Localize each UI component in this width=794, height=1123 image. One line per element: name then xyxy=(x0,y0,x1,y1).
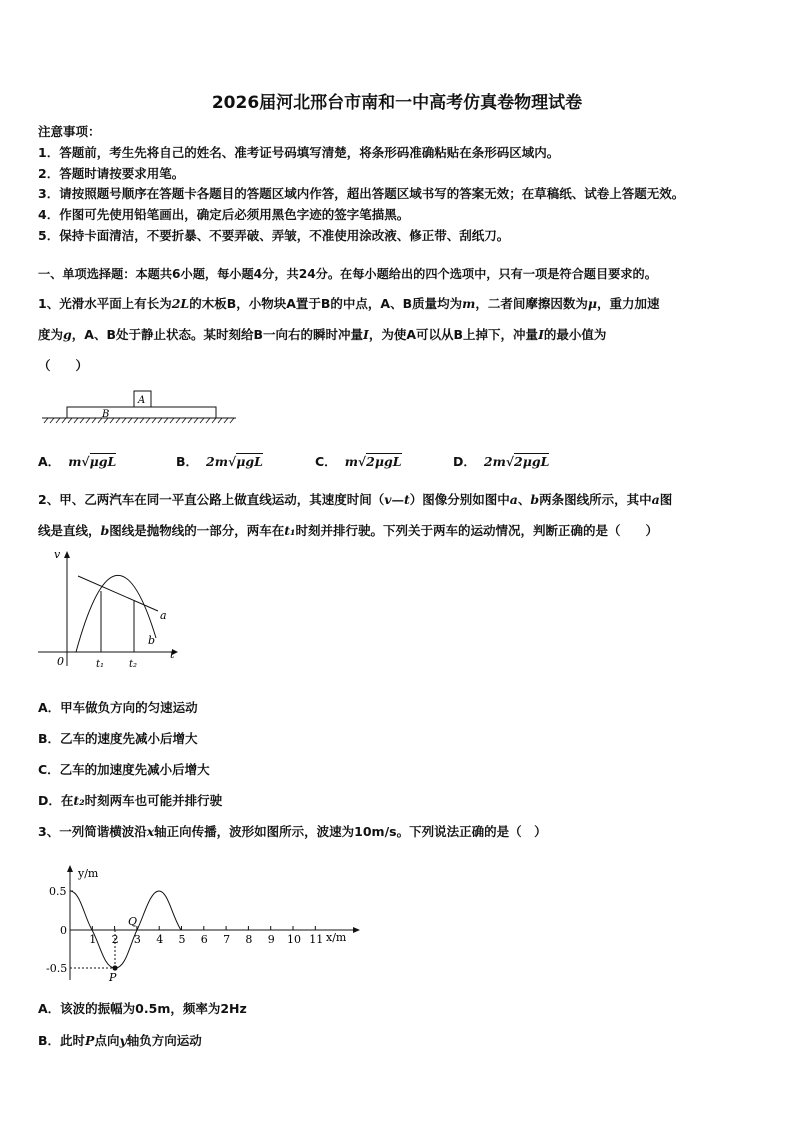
y-tick-label: 0.5 xyxy=(49,885,67,898)
ground-hatching xyxy=(44,418,234,423)
board-b xyxy=(67,407,216,418)
x-tick-label: 1 xyxy=(89,933,97,946)
x-tick-label: 2 xyxy=(111,933,119,946)
y-tick-label: -0.5 xyxy=(46,962,68,975)
t2-label: t₂ xyxy=(129,659,138,670)
q2-line1: 2、甲、乙两汽车在同一平直公路上做直线运动，其速度时间（v—t）图像分别如图中a、b两条图线所示，其中a图 xyxy=(38,492,673,507)
q1-line2: 度为g，A、B处于静止状态。某时刻给B一向右的瞬时冲量I，为使A可以从B上掉下，冲量I的最小值为 xyxy=(38,327,607,342)
line-a xyxy=(78,576,158,611)
q1-option-b[interactable]: B． 2m√μgL xyxy=(176,454,263,469)
q2-vt-graph xyxy=(38,548,188,673)
q1-option-d[interactable]: D． 2m√2μgL xyxy=(453,454,550,469)
notice-item: 2．答题时请按要求用笔。 xyxy=(38,166,185,181)
x-tick-label: 5 xyxy=(178,933,186,946)
page-title: 2026届河北邢台市南和一中高考仿真卷物理试卷 xyxy=(211,93,583,113)
q3-option-a[interactable]: A．该波的振幅为0.5m，频率为2Hz xyxy=(38,1001,247,1016)
curve-b-label: b xyxy=(148,634,156,647)
q1-answer-paren: （ ） xyxy=(38,358,89,373)
q2-line2: 线是直线，b图线是抛物线的一部分，两车在t₁时刻并排行驶。下列关于两车的运动情况，判断正确的是（ ） xyxy=(38,523,659,538)
y-axis-label: y/m xyxy=(78,867,99,880)
q1-figure-board-block xyxy=(40,385,240,427)
q2-option-a[interactable]: A．甲车做负方向的匀速运动 xyxy=(38,700,198,715)
x-tick-label: 10 xyxy=(287,933,301,946)
x-tick-label: 7 xyxy=(223,933,231,946)
q3-option-b[interactable]: B．此时P点向y轴负方向运动 xyxy=(38,1033,202,1048)
q3-line1: 3、一列简谐横波沿x轴正向传播，波形如图所示，波速为10m/s。下列说法正确的是（ ） xyxy=(38,824,547,839)
notice-item: 4．作图可先使用铅笔画出，确定后必须用黑色字迹的签字笔描黑。 xyxy=(38,207,410,222)
block-a-label: A xyxy=(138,395,146,406)
x-tick-label: 8 xyxy=(245,933,253,946)
t1-label: t₁ xyxy=(96,659,105,670)
notice-item: 5．保持卡面清洁，不要折暴、不要弄破、弄皱，不准使用涂改液、修正带、刮纸刀。 xyxy=(38,228,510,243)
y-axis-arrow xyxy=(67,865,73,872)
q2-option-d[interactable]: D．在t₂时刻两车也可能并排行驶 xyxy=(38,793,223,808)
x-tick-label: 11 xyxy=(309,933,324,946)
x-tick-label: 9 xyxy=(267,933,275,946)
x-axis-arrow xyxy=(353,927,360,933)
q2-option-c[interactable]: C．乙车的加速度先减小后增大 xyxy=(38,762,210,777)
notice-heading: 注意事项： xyxy=(38,124,101,139)
q1-line1: 1、光滑水平面上有长为2L的木板B，小物块A置于B的中点，A、B质量均为m，二者间摩擦因数为μ，重力加速 xyxy=(38,296,660,311)
q3-wave-graph xyxy=(40,862,370,987)
x-tick-label: 3 xyxy=(133,933,141,946)
q2-option-b[interactable]: B．乙车的速度先减小后增大 xyxy=(38,731,198,746)
t-axis-label: t xyxy=(170,648,175,661)
point-p-label: P xyxy=(109,971,117,984)
v-axis-arrow xyxy=(64,551,70,558)
q1-option-c[interactable]: C． m√2μgL xyxy=(315,454,402,469)
notice-item: 1．答题前，考生先将自己的姓名、准考证号码填写清楚，将条形码准确粘贴在条形码区域内。 xyxy=(38,145,560,160)
origin-label: 0 xyxy=(57,655,64,668)
board-b-label: B xyxy=(102,409,110,420)
y-tick-label: 0 xyxy=(60,924,67,937)
curve-b xyxy=(76,575,156,652)
notice-item: 3．请按照题号顺序在答题卡各题目的答题区域内作答，超出答题区域书写的答案无效；在草稿纸、试卷上答题无效。 xyxy=(38,186,685,201)
x-ticks xyxy=(89,926,323,946)
x-tick-label: 6 xyxy=(200,933,208,946)
x-axis-label: x/m xyxy=(326,931,347,944)
section-heading: 一、单项选择题：本题共6小题，每小题4分，共24分。在每小题给出的四个选项中，只有一项是符合题目要求的。 xyxy=(38,267,657,281)
point-p xyxy=(112,965,117,970)
v-axis-label: v xyxy=(54,548,61,561)
line-a-label: a xyxy=(160,609,167,622)
x-tick-label: 4 xyxy=(156,933,164,946)
point-q-label: Q xyxy=(128,915,138,928)
q1-option-a[interactable]: A． m√μgL xyxy=(38,454,117,469)
